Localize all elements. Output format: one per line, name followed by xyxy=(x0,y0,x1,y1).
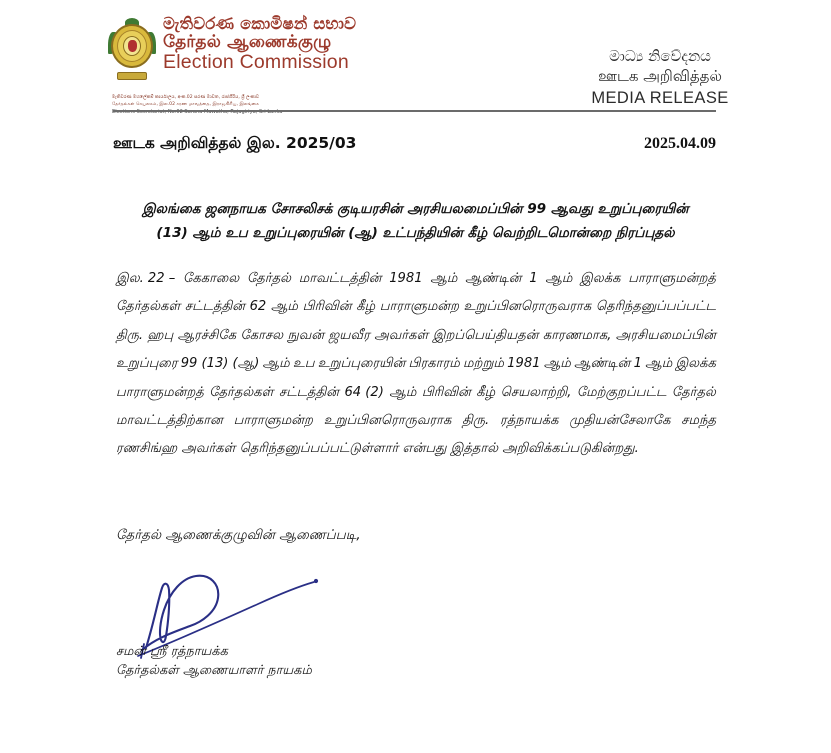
masthead-text xyxy=(163,14,356,72)
release-date: 2025.04.09 xyxy=(644,135,716,152)
body-word: ரணசிங்ஹ அவர்கள் தெரிந்தனுப்பப்பட்டுள்ளார் என்பது இத்தால் அறிவிக்கப்படுகின்றது. xyxy=(116,441,639,457)
body-word: கீழ் xyxy=(476,384,496,400)
body-word: 1981 xyxy=(389,271,423,286)
election-commission-emblem-icon xyxy=(108,18,156,80)
body-word: 1981 xyxy=(507,356,541,372)
body-word: தேர்தல்கள் xyxy=(116,299,181,315)
masthead xyxy=(108,14,356,80)
body-word: கீழ் xyxy=(356,299,376,315)
body-word: திரு. xyxy=(116,327,144,343)
body-word: அரசியமைப்பின் xyxy=(615,327,716,343)
body-word: அவர்கள் xyxy=(374,327,429,343)
body-word: பிரிவின் xyxy=(302,299,352,315)
body-word: பாராளுமன்ற xyxy=(233,412,313,428)
masthead-tamil: தேர்தல் ஆணைக்குழு xyxy=(163,32,332,53)
body-word: ஹபு xyxy=(147,327,174,343)
body-line xyxy=(116,386,716,399)
body-word: ஆம் xyxy=(543,356,571,372)
body-word: ஆம் xyxy=(270,299,298,315)
body-word: திரு. xyxy=(462,412,490,428)
body-word: பிரகாரம் xyxy=(408,356,460,372)
body-word: மாவட்டத்தின் xyxy=(298,271,382,286)
body-word: மற்றும் xyxy=(463,356,504,372)
body-line xyxy=(116,272,716,285)
body-word: இறப்பெய்தியதன் xyxy=(432,327,539,343)
body-word: மாவட்டத்திற்கான xyxy=(116,412,223,428)
body-word: கேகாலை xyxy=(183,271,240,286)
document-header xyxy=(0,14,831,112)
body-line xyxy=(116,414,716,427)
body-word: தேர்தல்கள் xyxy=(209,384,274,400)
body-line xyxy=(116,442,716,455)
header-divider xyxy=(113,110,716,112)
body-word: ஆம் xyxy=(545,271,573,286)
body-word: உறுப்புரையின் xyxy=(317,356,406,372)
body-word: ஆரச்சிகே xyxy=(177,327,237,343)
body-word: நுவன் xyxy=(287,327,325,343)
title-line-2: (13) ஆம் உப உறுப்புரையின் (ஆ) உட்பந்தியின் கீழ் வெற்றிடமொன்றை நிரப்புதல் xyxy=(156,224,675,241)
body-word: ஆம் xyxy=(389,384,417,400)
body-word: 1 xyxy=(529,271,538,286)
body-word: தேர்தல் xyxy=(671,384,716,400)
body-word: மேற்குறப்பட்ட xyxy=(576,384,667,400)
body-word: சமந்த xyxy=(681,412,716,428)
release-number: ஊடக அறிவித்தல் இல. 2025/03 xyxy=(113,134,357,152)
body-line xyxy=(116,329,716,342)
media-release-english: MEDIA RELEASE xyxy=(591,88,729,107)
body-word: ஜயவீர xyxy=(328,327,370,343)
body-word: உறுப்பினரொருவராக xyxy=(323,412,452,428)
signer-name: சமன் ஶ்ரீ ரத்நாயக்க xyxy=(116,644,228,659)
body-word: உறுப்பினரொருவராக xyxy=(463,299,592,315)
body-word: 64 (2) xyxy=(344,384,384,400)
body-word: ஆண்டின் xyxy=(465,271,522,286)
body-word: தெரிந்தனுப்பப்பட்ட xyxy=(595,299,716,315)
body-word: இலக்க xyxy=(580,271,621,286)
body-word: ஆம் xyxy=(430,271,458,286)
body-word: சட்டத்தின் xyxy=(184,299,245,315)
secretariat-address xyxy=(112,95,352,117)
address-tamil: தேர்தல்கள் செயலகம், இல.02 சரண மாவத்தை, இராஜகிரிய, இலங்கை xyxy=(112,101,260,107)
title-line-1: இலங்கை ஜனநாயக சோசலிசக் குடியரசின் அரசியலமைப்பின் 99 ஆவது உறுப்புரையின் xyxy=(142,201,689,217)
document-title xyxy=(133,198,698,246)
body-word: இல. 22 – xyxy=(116,271,176,286)
body-word: கோசல xyxy=(240,327,284,343)
body-word: பாராளுமன்றத் xyxy=(628,271,716,286)
media-release-sinhala: මාධ්‍ය නිවේදනය xyxy=(609,47,711,65)
body-word: பிரிவின் xyxy=(421,384,471,400)
body-line xyxy=(116,357,716,370)
body-line xyxy=(116,300,716,313)
media-release-tamil: ஊடக அறிவித்தல் xyxy=(598,67,722,86)
body-word: இலக்க xyxy=(675,356,716,372)
body-word: பாராளுமன்ற xyxy=(379,299,459,315)
body-word: ரத்நாயக்க xyxy=(500,412,559,428)
reference-row xyxy=(113,134,716,154)
body-word: ஆம் xyxy=(645,356,673,372)
body-word: காரணமாக, xyxy=(542,327,612,343)
document-body xyxy=(116,272,716,471)
masthead-english: Election Commission xyxy=(163,50,349,73)
body-word: 62 xyxy=(249,299,267,315)
signer-designation: தேர்தல்கள் ஆணையாளர் நாயகம் xyxy=(116,663,312,679)
media-release-heading xyxy=(560,46,760,108)
body-word: ஆண்டின் xyxy=(574,356,631,372)
body-word: உப xyxy=(292,356,315,372)
body-word: செயலாற்றி, xyxy=(500,384,572,400)
body-word: 1 xyxy=(633,356,642,372)
masthead-sinhala: මැතිවරණ කොමිෂන් සභාව xyxy=(163,14,357,33)
by-order-of-line: தேர்தல் ஆணைக்குழுவின் ஆணைப்படி, xyxy=(116,528,361,543)
body-word: முதியன்சேலாகே xyxy=(569,412,671,428)
body-word: ஆம் xyxy=(262,356,290,372)
address-sinhala: මැතිවරණ මහලේකම් කාර්යාලය, අංක.02 සරණ මාවත, රාජගිරිය, ශ්‍රී ලංකාව xyxy=(112,95,260,100)
body-word: தேர்தல் xyxy=(246,271,292,286)
body-word: பாராளுமன்றத் xyxy=(116,384,204,400)
body-word: 99 (13) (ஆ) xyxy=(180,356,260,372)
body-word: உறுப்புரை xyxy=(116,356,178,372)
body-word: சட்டத்தின் xyxy=(278,384,339,400)
signer-block xyxy=(116,642,312,681)
